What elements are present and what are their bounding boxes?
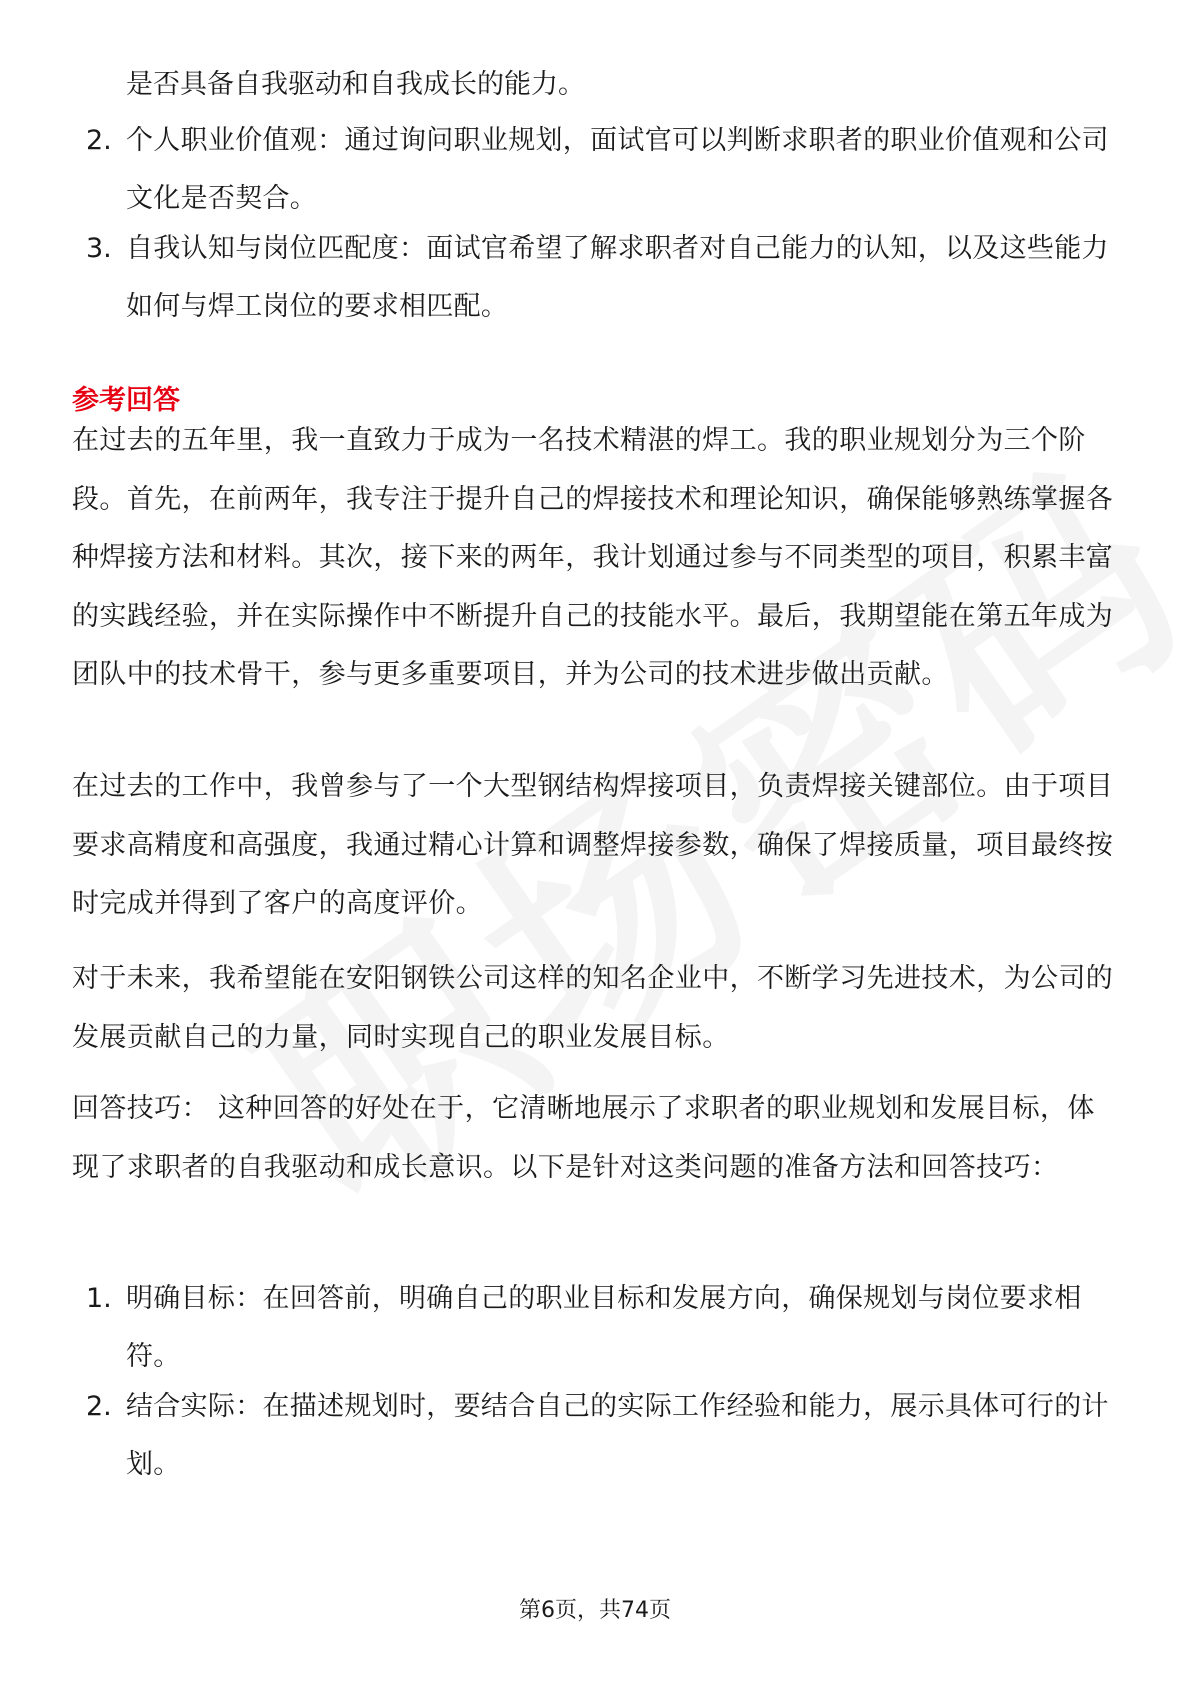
list-number: 3.: [86, 233, 112, 264]
section-heading: 参考回答: [72, 385, 180, 416]
paragraph: 对于未来，我希望能在安阳钢铁公司这样的知名企业中，不断学习先进技术，为公司的发展贡献自己的力量，同时实现自己的职业发展目标。: [72, 963, 1114, 1053]
paragraph: 回答技巧： 这种回答的好处在于，它清晰地展示了求职者的职业规划和发展目标，体现了求职者的自我驱动和成长意识。以下是针对这类问题的准备方法和回答技巧：: [72, 1093, 1095, 1183]
list-text: 结合实际：在描述规划时，要结合自己的实际工作经验和能力，展示具体可行的计划。: [126, 1391, 1109, 1480]
list-number: 2.: [86, 125, 112, 156]
list-item-continuation: 是否具备自我驱动和自我成长的能力。: [126, 69, 585, 100]
list-text: 明确目标：在回答前，明确自己的职业目标和发展方向，确保规划与岗位要求相符。: [126, 1283, 1082, 1372]
list-number: 2.: [86, 1391, 112, 1422]
paragraph: 在过去的五年里，我一直致力于成为一名技术精湛的焊工。我的职业规划分为三个阶段。首先，在前两年，我专注于提升自己的焊接技术和理论知识，确保能够熟练掌握各种焊接方法和材料。其次，接下来的两年，我计划通过参与不同类型的项目，积累丰富的实践经验，并在实际操作中不断提升自己的技能水平。最后，我期望能在第五年成为团队中的技术骨干，参与更多重要项目，并为公司的技术进步做出贡献。: [72, 425, 1114, 690]
list-text: 个人职业价值观：通过询问职业规划，面试官可以判断求职者的职业价值观和公司文化是否契合。: [126, 125, 1109, 214]
page-number-footer: 第6页，共74页: [519, 1598, 671, 1623]
paragraph: 在过去的工作中，我曾参与了一个大型钢结构焊接项目，负责焊接关键部位。由于项目要求高精度和高强度，我通过精心计算和调整焊接参数，确保了焊接质量，项目最终按时完成并得到了客户的高度评价。: [72, 771, 1114, 919]
list-number: 1.: [86, 1283, 112, 1314]
list-text: 自我认知与岗位匹配度：面试官希望了解求职者对自己能力的认知，以及这些能力如何与焊工岗位的要求相匹配。: [126, 233, 1109, 322]
